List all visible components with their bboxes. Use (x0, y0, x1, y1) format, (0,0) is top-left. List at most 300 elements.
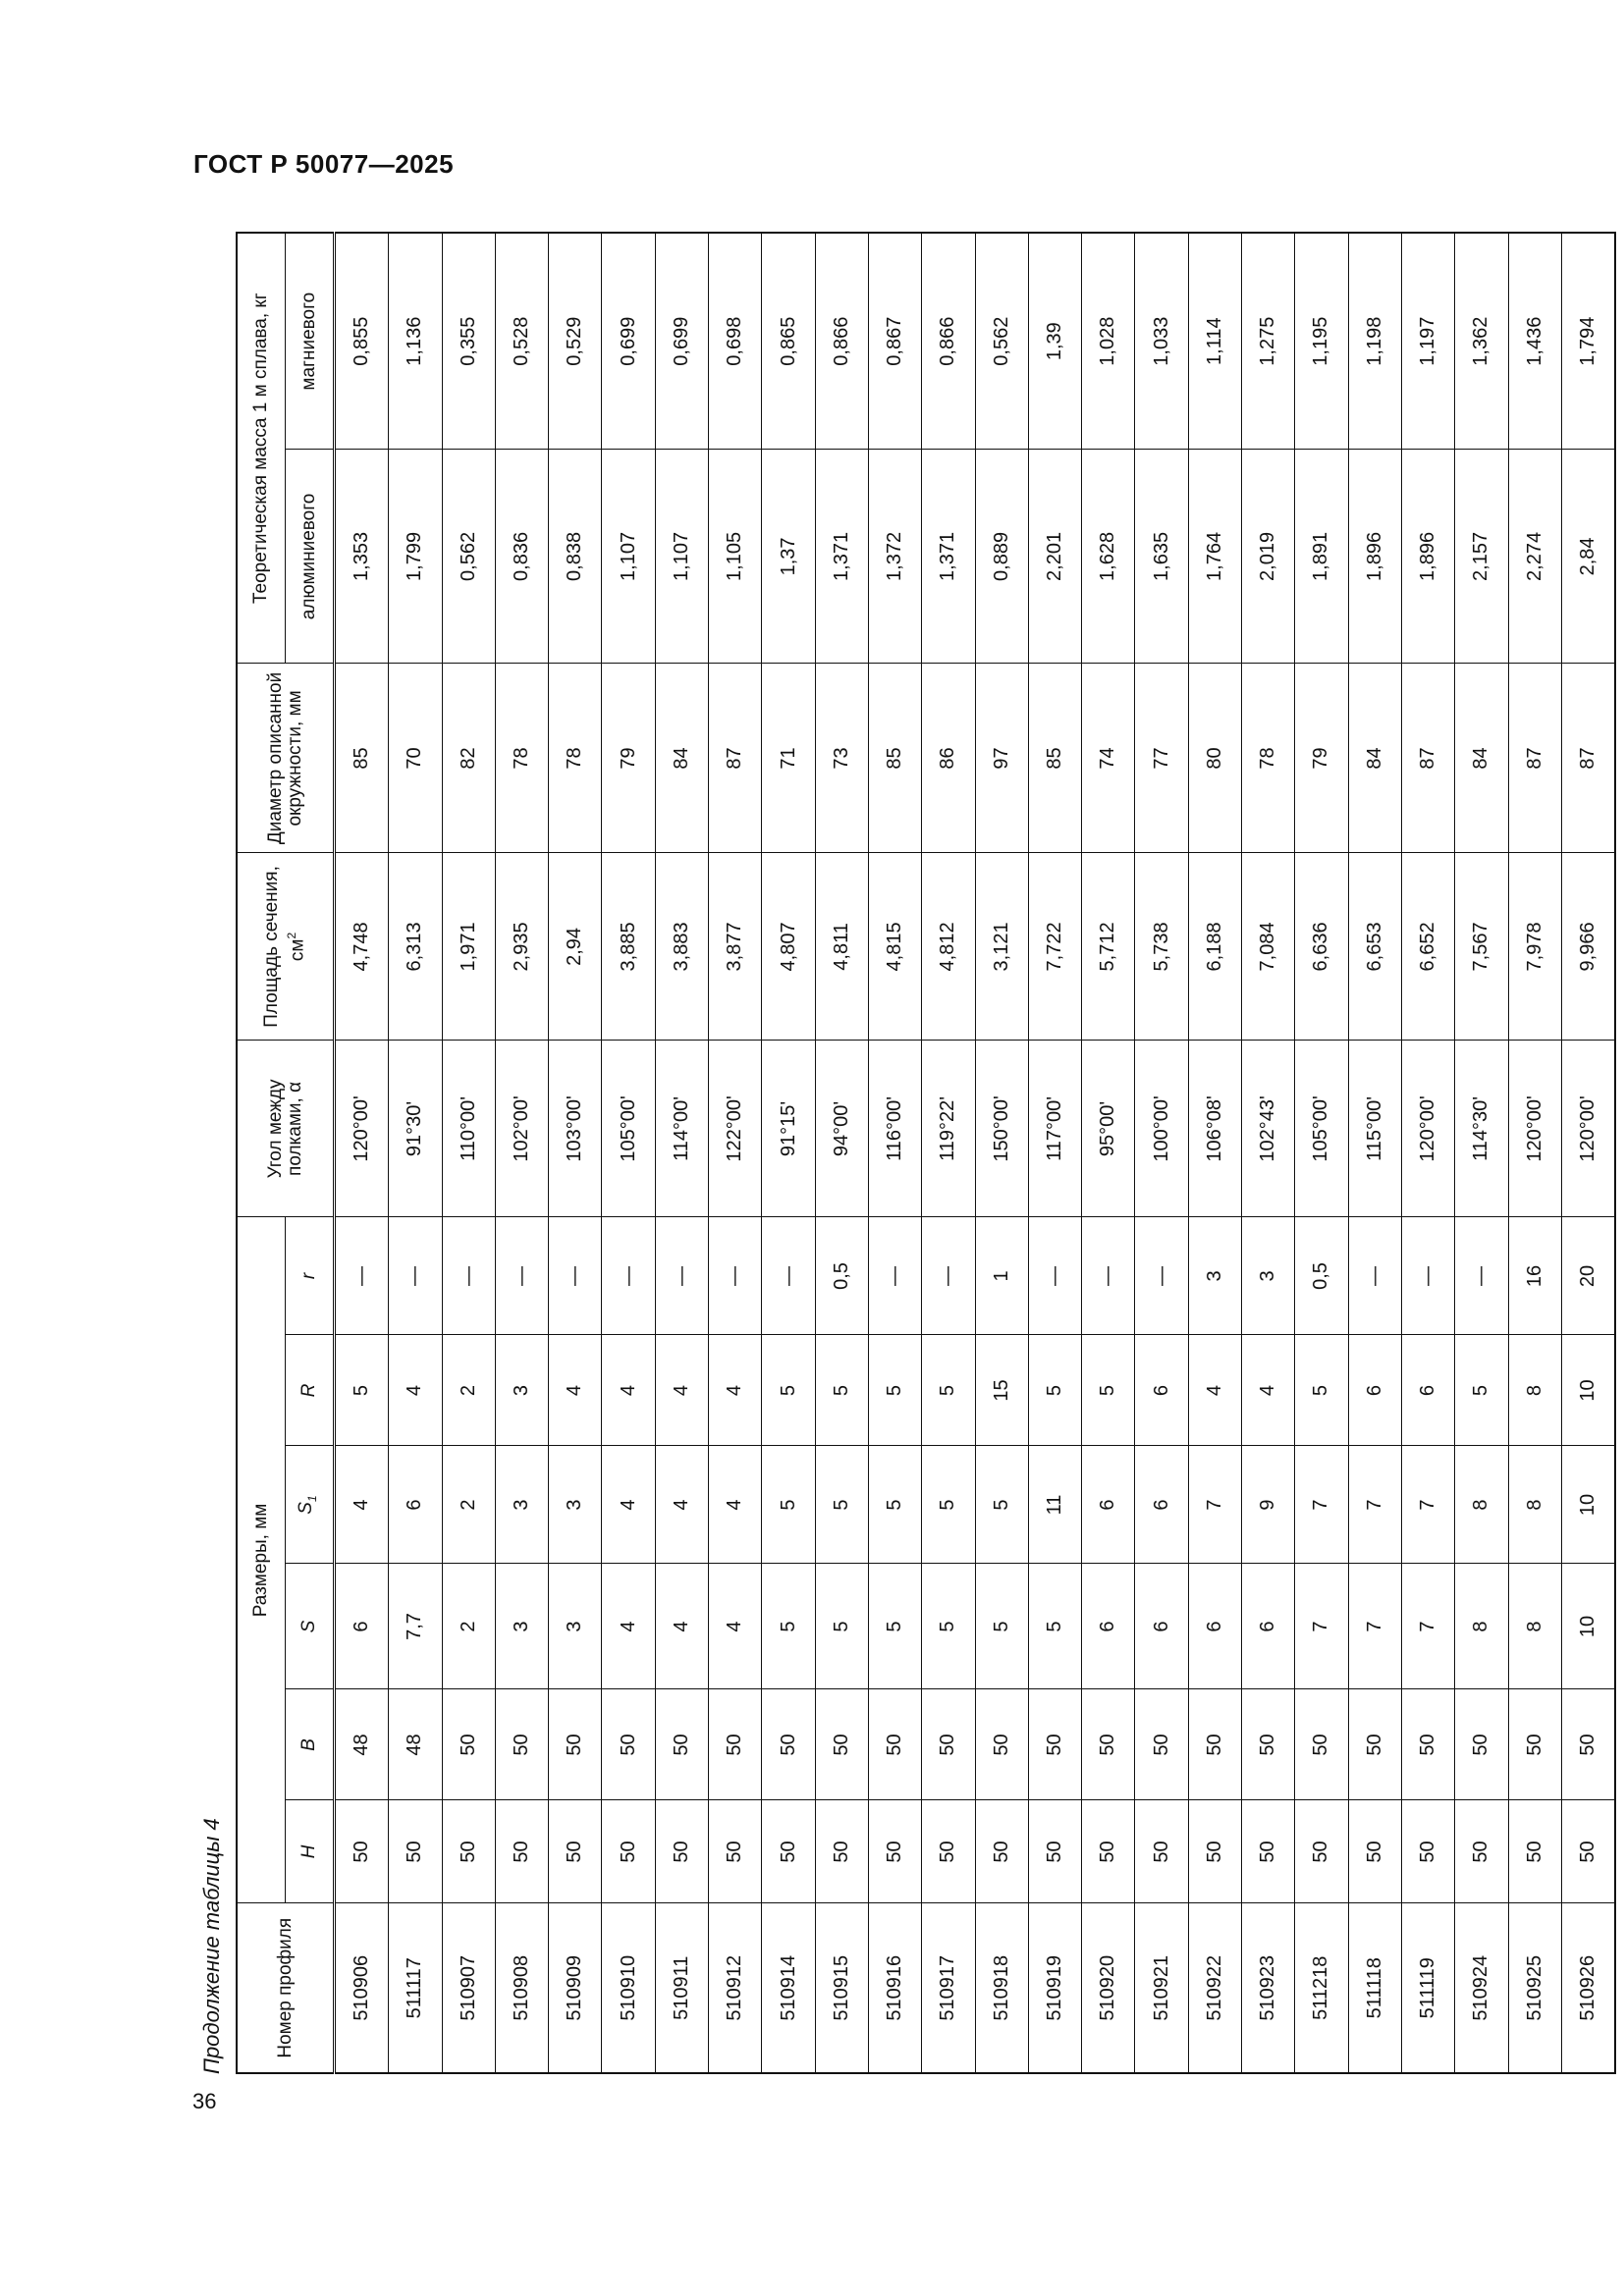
table-cell: 3 (495, 1446, 548, 1564)
table-cell: 7,7 (389, 1564, 442, 1689)
table-cell: — (335, 1217, 389, 1335)
table-cell: 510924 (1455, 1903, 1508, 2073)
table-row (495, 233, 548, 2073)
table-cell: 50 (549, 1800, 602, 1903)
table-cell: 91°30' (389, 1041, 442, 1217)
table-cell: 2 (442, 1446, 495, 1564)
table-cell: — (442, 1217, 495, 1335)
table-cell: 1,107 (655, 450, 708, 664)
table-cell: 5,738 (1135, 853, 1188, 1041)
table-cell: 50 (602, 1689, 655, 1800)
table-cell: 105°00' (602, 1041, 655, 1217)
table-cell: 511119 (1401, 1903, 1454, 2073)
table-cell: 1,896 (1401, 450, 1454, 664)
table-cell: 4 (549, 1335, 602, 1446)
table-cell: 50 (868, 1800, 921, 1903)
table-cell: 50 (815, 1689, 868, 1800)
profiles-table (236, 232, 1616, 2074)
page-number: 36 (192, 2089, 217, 2113)
header-area-sup: 2 (285, 932, 299, 939)
table-row (922, 233, 975, 2073)
table-cell: 510920 (1082, 1903, 1135, 2073)
table-cell: 5 (815, 1564, 868, 1689)
table-cell: 50 (975, 1689, 1028, 1800)
table-cell: 6 (1135, 1446, 1188, 1564)
table-cell: 48 (335, 1689, 389, 1800)
table-cell: 3,877 (709, 853, 762, 1041)
table-cell: 510914 (762, 1903, 815, 2073)
table-cell: 2,157 (1455, 450, 1508, 664)
table-cell: 1,371 (922, 450, 975, 664)
table-cell: 510917 (922, 1903, 975, 2073)
table-cell: 5 (1295, 1335, 1348, 1446)
header-diameter: Диаметр описанной окружности, мм (237, 664, 335, 853)
table-cell: 1,105 (709, 450, 762, 664)
table-cell: 1,799 (389, 450, 442, 664)
table-cell: 50 (1561, 1800, 1615, 1903)
table-cell: 5 (1028, 1564, 1081, 1689)
table-cell: 50 (495, 1689, 548, 1800)
table-cell: 10 (1561, 1446, 1615, 1564)
table-cell: 50 (975, 1800, 1028, 1903)
table-cell: 50 (655, 1689, 708, 1800)
table-cell: 50 (335, 1800, 389, 1903)
table-cell: 3 (495, 1335, 548, 1446)
table-cell: 4 (335, 1446, 389, 1564)
table-cell: 50 (1295, 1800, 1348, 1903)
table-row (1455, 233, 1508, 2073)
table-row (1242, 233, 1295, 2073)
header-area (237, 853, 335, 1041)
table-cell: 6 (1135, 1564, 1188, 1689)
table-cell: — (922, 1217, 975, 1335)
table-row (1508, 233, 1561, 2073)
table-cell: 97 (975, 664, 1028, 853)
table-cell: 79 (602, 664, 655, 853)
table-cell: 50 (1188, 1689, 1241, 1800)
table-cell: 3 (1242, 1217, 1295, 1335)
table-cell: 4 (709, 1335, 762, 1446)
table-cell: 2,201 (1028, 450, 1081, 664)
table-cell: 1,362 (1455, 233, 1508, 450)
table-cell: 2,019 (1242, 450, 1295, 664)
table-caption: Продолжение таблицы 4 (199, 1818, 224, 2074)
table-cell: 6,188 (1188, 853, 1241, 1041)
table-cell: — (1082, 1217, 1135, 1335)
table-cell: 120°00' (1508, 1041, 1561, 1217)
table-cell: 7 (1348, 1446, 1401, 1564)
table-cell: 87 (1401, 664, 1454, 853)
table-cell: 4 (709, 1564, 762, 1689)
table-cell: 4 (655, 1335, 708, 1446)
table-cell: 50 (1455, 1689, 1508, 1800)
table-cell: 0,866 (922, 233, 975, 450)
table-cell: 5 (815, 1446, 868, 1564)
table-cell: 50 (389, 1800, 442, 1903)
table-cell: 510911 (655, 1903, 708, 2073)
table-cell: 84 (1455, 664, 1508, 853)
table-row (868, 233, 921, 2073)
table-cell: 1,635 (1135, 450, 1188, 664)
table-cell: 20 (1561, 1217, 1615, 1335)
table-cell: 5 (868, 1564, 921, 1689)
table-cell: 50 (655, 1800, 708, 1903)
table-cell: 7 (1188, 1446, 1241, 1564)
table-cell: 6,653 (1348, 853, 1401, 1041)
header-B: B (286, 1689, 335, 1800)
table-cell: 114°00' (655, 1041, 708, 1217)
table-row (1348, 233, 1401, 2073)
table-cell: 5 (1028, 1335, 1081, 1446)
table-cell: 1,372 (868, 450, 921, 664)
table-cell: 1,136 (389, 233, 442, 450)
table-cell: 50 (1242, 1689, 1295, 1800)
table-cell: 78 (495, 664, 548, 853)
table-cell: 106°08' (1188, 1041, 1241, 1217)
table-row (1295, 233, 1348, 2073)
table-cell: 50 (495, 1800, 548, 1903)
table-cell: 511218 (1295, 1903, 1348, 2073)
table-cell: 6 (1135, 1335, 1188, 1446)
table-cell: 84 (1348, 664, 1401, 853)
table-cell: — (389, 1217, 442, 1335)
table-row (389, 233, 442, 2073)
table-cell: 50 (1242, 1800, 1295, 1903)
table-cell: 3,885 (602, 853, 655, 1041)
table-cell: 78 (1242, 664, 1295, 853)
table-cell: 7 (1295, 1564, 1348, 1689)
table-cell: 7 (1401, 1446, 1454, 1564)
table-cell: 3 (549, 1564, 602, 1689)
table-cell: 7,722 (1028, 853, 1081, 1041)
table-cell: 74 (1082, 664, 1135, 853)
header-S1-sub: 1 (304, 1495, 319, 1502)
table-cell: 50 (549, 1689, 602, 1800)
table-cell: 15 (975, 1335, 1028, 1446)
table-cell: 510910 (602, 1903, 655, 2073)
table-cell: 7 (1348, 1564, 1401, 1689)
table-row (442, 233, 495, 2073)
table-cell: 120°00' (335, 1041, 389, 1217)
table-row (602, 233, 655, 2073)
table-row (1188, 233, 1241, 2073)
table-cell: 50 (1561, 1689, 1615, 1800)
table-cell: 510926 (1561, 1903, 1615, 2073)
header-angle: Угол между полками, α (237, 1041, 335, 1217)
table-row (655, 233, 708, 2073)
table-cell: 5 (762, 1335, 815, 1446)
table-cell: 4,812 (922, 853, 975, 1041)
table-row (762, 233, 815, 2073)
table-cell: 2,274 (1508, 450, 1561, 664)
table-cell: 1,033 (1135, 233, 1188, 450)
table-cell: 0,5 (815, 1217, 868, 1335)
table-cell: 511118 (1348, 1903, 1401, 2073)
table-cell: 510908 (495, 1903, 548, 2073)
table-cell: 510919 (1028, 1903, 1081, 2073)
table-cell: 0,699 (655, 233, 708, 450)
table-cell: 2,94 (549, 853, 602, 1041)
table-cell: 1,028 (1082, 233, 1135, 450)
table-cell: 4,748 (335, 853, 389, 1041)
table-cell: 50 (1348, 1689, 1401, 1800)
table-cell: 80 (1188, 664, 1241, 853)
table-cell: 50 (1508, 1689, 1561, 1800)
table-cell: 48 (389, 1689, 442, 1800)
table-cell: 4 (602, 1335, 655, 1446)
table-cell: 122°00' (709, 1041, 762, 1217)
table-cell: 82 (442, 664, 495, 853)
table-cell: 1,107 (602, 450, 655, 664)
table-cell: 50 (762, 1689, 815, 1800)
table-cell: 3 (495, 1564, 548, 1689)
table-cell: 0,866 (815, 233, 868, 450)
table-cell: 120°00' (1401, 1041, 1454, 1217)
table-cell: 5 (335, 1335, 389, 1446)
table-cell: 1,891 (1295, 450, 1348, 664)
table-cell: 78 (549, 664, 602, 853)
table-cell: 110°00' (442, 1041, 495, 1217)
table-cell: 5 (868, 1446, 921, 1564)
table-cell: — (1348, 1217, 1401, 1335)
table-cell: 4 (602, 1564, 655, 1689)
table-cell: 510921 (1135, 1903, 1188, 2073)
table-cell: 5 (868, 1335, 921, 1446)
table-row (709, 233, 762, 2073)
table-cell: 5 (762, 1446, 815, 1564)
table-row (549, 233, 602, 2073)
table-cell: 0,355 (442, 233, 495, 450)
table-row (1028, 233, 1081, 2073)
table-cell: 6,636 (1295, 853, 1348, 1041)
table-cell: 50 (762, 1800, 815, 1903)
table-cell: 8 (1455, 1446, 1508, 1564)
header-S1-text: S (296, 1502, 317, 1515)
table-cell: 4 (655, 1446, 708, 1564)
table-cell: 1,37 (762, 450, 815, 664)
table-cell: 0,836 (495, 450, 548, 664)
document-header: ГОСТ Р 50077—2025 (193, 149, 455, 179)
table-cell: 0,889 (975, 450, 1028, 664)
table-cell: 119°22' (922, 1041, 975, 1217)
table-cell: 7,978 (1508, 853, 1561, 1041)
table-cell: 1,896 (1348, 450, 1401, 664)
table-cell: — (868, 1217, 921, 1335)
table-cell: 0,562 (442, 450, 495, 664)
table-cell: 10 (1561, 1335, 1615, 1446)
table-cell: 1,114 (1188, 233, 1241, 450)
table-cell: 7 (1401, 1564, 1454, 1689)
table-cell: 510907 (442, 1903, 495, 2073)
table-cell: 50 (922, 1800, 975, 1903)
table-cell: 0,698 (709, 233, 762, 450)
table-cell: 105°00' (1295, 1041, 1348, 1217)
table-row (335, 233, 389, 2073)
table-cell: 1,628 (1082, 450, 1135, 664)
table-cell: 511117 (389, 1903, 442, 2073)
table-row (975, 233, 1028, 2073)
table-cell: 510925 (1508, 1903, 1561, 2073)
table-cell: 3,121 (975, 853, 1028, 1041)
table-cell: 70 (389, 664, 442, 853)
table-cell: 87 (1561, 664, 1615, 853)
table-cell: 9 (1242, 1446, 1295, 1564)
table-cell: 71 (762, 664, 815, 853)
table-cell: 1,794 (1561, 233, 1615, 450)
table-cell: 2 (442, 1564, 495, 1689)
table-cell: 6,652 (1401, 853, 1454, 1041)
table-cell: 120°00' (1561, 1041, 1615, 1217)
header-S: S (286, 1564, 335, 1689)
table-cell: 510909 (549, 1903, 602, 2073)
table-cell: 73 (815, 664, 868, 853)
table-cell: 5 (975, 1564, 1028, 1689)
header-magnesium: магниевого (286, 233, 335, 450)
table-cell: 50 (709, 1800, 762, 1903)
table-cell: 510906 (335, 1903, 389, 2073)
table-cell: 50 (1401, 1689, 1454, 1800)
table-cell: 77 (1135, 664, 1188, 853)
table-cell: 91°15' (762, 1041, 815, 1217)
table-body (335, 233, 1616, 2073)
table-cell: 5 (815, 1335, 868, 1446)
table-cell: 115°00' (1348, 1041, 1401, 1217)
table-cell: 50 (815, 1800, 868, 1903)
table-cell: 8 (1508, 1564, 1561, 1689)
table-cell: 87 (1508, 664, 1561, 853)
table-cell: 2,84 (1561, 450, 1615, 664)
table-cell: 6 (1082, 1564, 1135, 1689)
table-row (815, 233, 868, 2073)
table-cell: 1,353 (335, 450, 389, 664)
table-cell: 117°00' (1028, 1041, 1081, 1217)
table-cell: 7 (1295, 1446, 1348, 1564)
table-cell: 4 (709, 1446, 762, 1564)
header-profile: Номер профиля (237, 1903, 335, 2073)
table-cell: 6 (335, 1564, 389, 1689)
header-r: r (286, 1217, 335, 1335)
table-cell: 50 (1295, 1689, 1348, 1800)
table-cell: 116°00' (868, 1041, 921, 1217)
table-cell: 1,39 (1028, 233, 1081, 450)
table-cell: 8 (1455, 1564, 1508, 1689)
table-cell: 85 (868, 664, 921, 853)
table-cell: 6 (1082, 1446, 1135, 1564)
table-cell: 50 (602, 1800, 655, 1903)
table-cell: 50 (1455, 1800, 1508, 1903)
table-cell: 0,562 (975, 233, 1028, 450)
table-cell: 50 (868, 1689, 921, 1800)
table-cell: 1,198 (1348, 233, 1401, 450)
table-cell: — (1135, 1217, 1188, 1335)
header-mass: Теоретическая масса 1 м сплава, кг (237, 233, 286, 664)
table-cell: 85 (335, 664, 389, 853)
table-cell: 8 (1508, 1335, 1561, 1446)
table-cell: 50 (1135, 1800, 1188, 1903)
table-cell: 510915 (815, 1903, 868, 2073)
table-cell: 150°00' (975, 1041, 1028, 1217)
table-cell: 0,865 (762, 233, 815, 450)
table-row (1082, 233, 1135, 2073)
table-cell: 86 (922, 664, 975, 853)
table-cell: 5 (1455, 1335, 1508, 1446)
table-cell: 1,436 (1508, 233, 1561, 450)
table-cell: 4,807 (762, 853, 815, 1041)
table-cell: 2,935 (495, 853, 548, 1041)
table-cell: 4 (1242, 1335, 1295, 1446)
table-cell: 5 (762, 1564, 815, 1689)
header-dimensions: Размеры, мм (237, 1217, 286, 1903)
table-cell: 6 (1348, 1335, 1401, 1446)
table-cell: 50 (1401, 1800, 1454, 1903)
table-cell: 8 (1508, 1446, 1561, 1564)
table-cell: 103°00' (549, 1041, 602, 1217)
table-cell: 6 (1188, 1564, 1241, 1689)
table-cell: 1,275 (1242, 233, 1295, 450)
table-cell: 0,529 (549, 233, 602, 450)
table-cell: 79 (1295, 664, 1348, 853)
table-cell: 1,971 (442, 853, 495, 1041)
table-cell: 50 (709, 1689, 762, 1800)
table-cell: 6,313 (389, 853, 442, 1041)
table-cell: 2 (442, 1335, 495, 1446)
table-cell: 510923 (1242, 1903, 1295, 2073)
table-cell: 0,838 (549, 450, 602, 664)
table-cell: — (709, 1217, 762, 1335)
table-cell: 4 (602, 1446, 655, 1564)
table-cell: 50 (1135, 1689, 1188, 1800)
table-cell: 6 (1401, 1335, 1454, 1446)
table-cell: 50 (442, 1689, 495, 1800)
header-S1 (286, 1446, 335, 1564)
table-cell: 50 (1188, 1800, 1241, 1903)
table-cell: 5,712 (1082, 853, 1135, 1041)
table-cell: 6 (1242, 1564, 1295, 1689)
table-cell: 5 (922, 1446, 975, 1564)
table-cell: 50 (1082, 1689, 1135, 1800)
table-cell: — (549, 1217, 602, 1335)
table-cell: 510922 (1188, 1903, 1241, 2073)
table-cell: 9,966 (1561, 853, 1615, 1041)
table-cell: 510912 (709, 1903, 762, 2073)
table-cell: 85 (1028, 664, 1081, 853)
table-cell: 0,867 (868, 233, 921, 450)
table-cell: — (1401, 1217, 1454, 1335)
table-cell: — (655, 1217, 708, 1335)
table-cell: 7,084 (1242, 853, 1295, 1041)
table-cell: 50 (442, 1800, 495, 1903)
table-cell: 11 (1028, 1446, 1081, 1564)
table-cell: 5 (1082, 1335, 1135, 1446)
table-cell: — (602, 1217, 655, 1335)
table-cell: 0,855 (335, 233, 389, 450)
table-cell: 5 (975, 1446, 1028, 1564)
table-cell: 510916 (868, 1903, 921, 2073)
table-cell: 102°00' (495, 1041, 548, 1217)
table-cell: 102°43' (1242, 1041, 1295, 1217)
table-cell: 0,528 (495, 233, 548, 450)
table-cell: 3,883 (655, 853, 708, 1041)
table-cell: 4 (1188, 1335, 1241, 1446)
table-cell: 50 (1082, 1800, 1135, 1903)
table-cell: 87 (709, 664, 762, 853)
table-row (1135, 233, 1188, 2073)
table-cell: 3 (549, 1446, 602, 1564)
table-cell: 5 (922, 1335, 975, 1446)
header-R: R (286, 1335, 335, 1446)
table-cell: 4,815 (868, 853, 921, 1041)
header-area-text: Площадь сечения, см (261, 866, 308, 1028)
